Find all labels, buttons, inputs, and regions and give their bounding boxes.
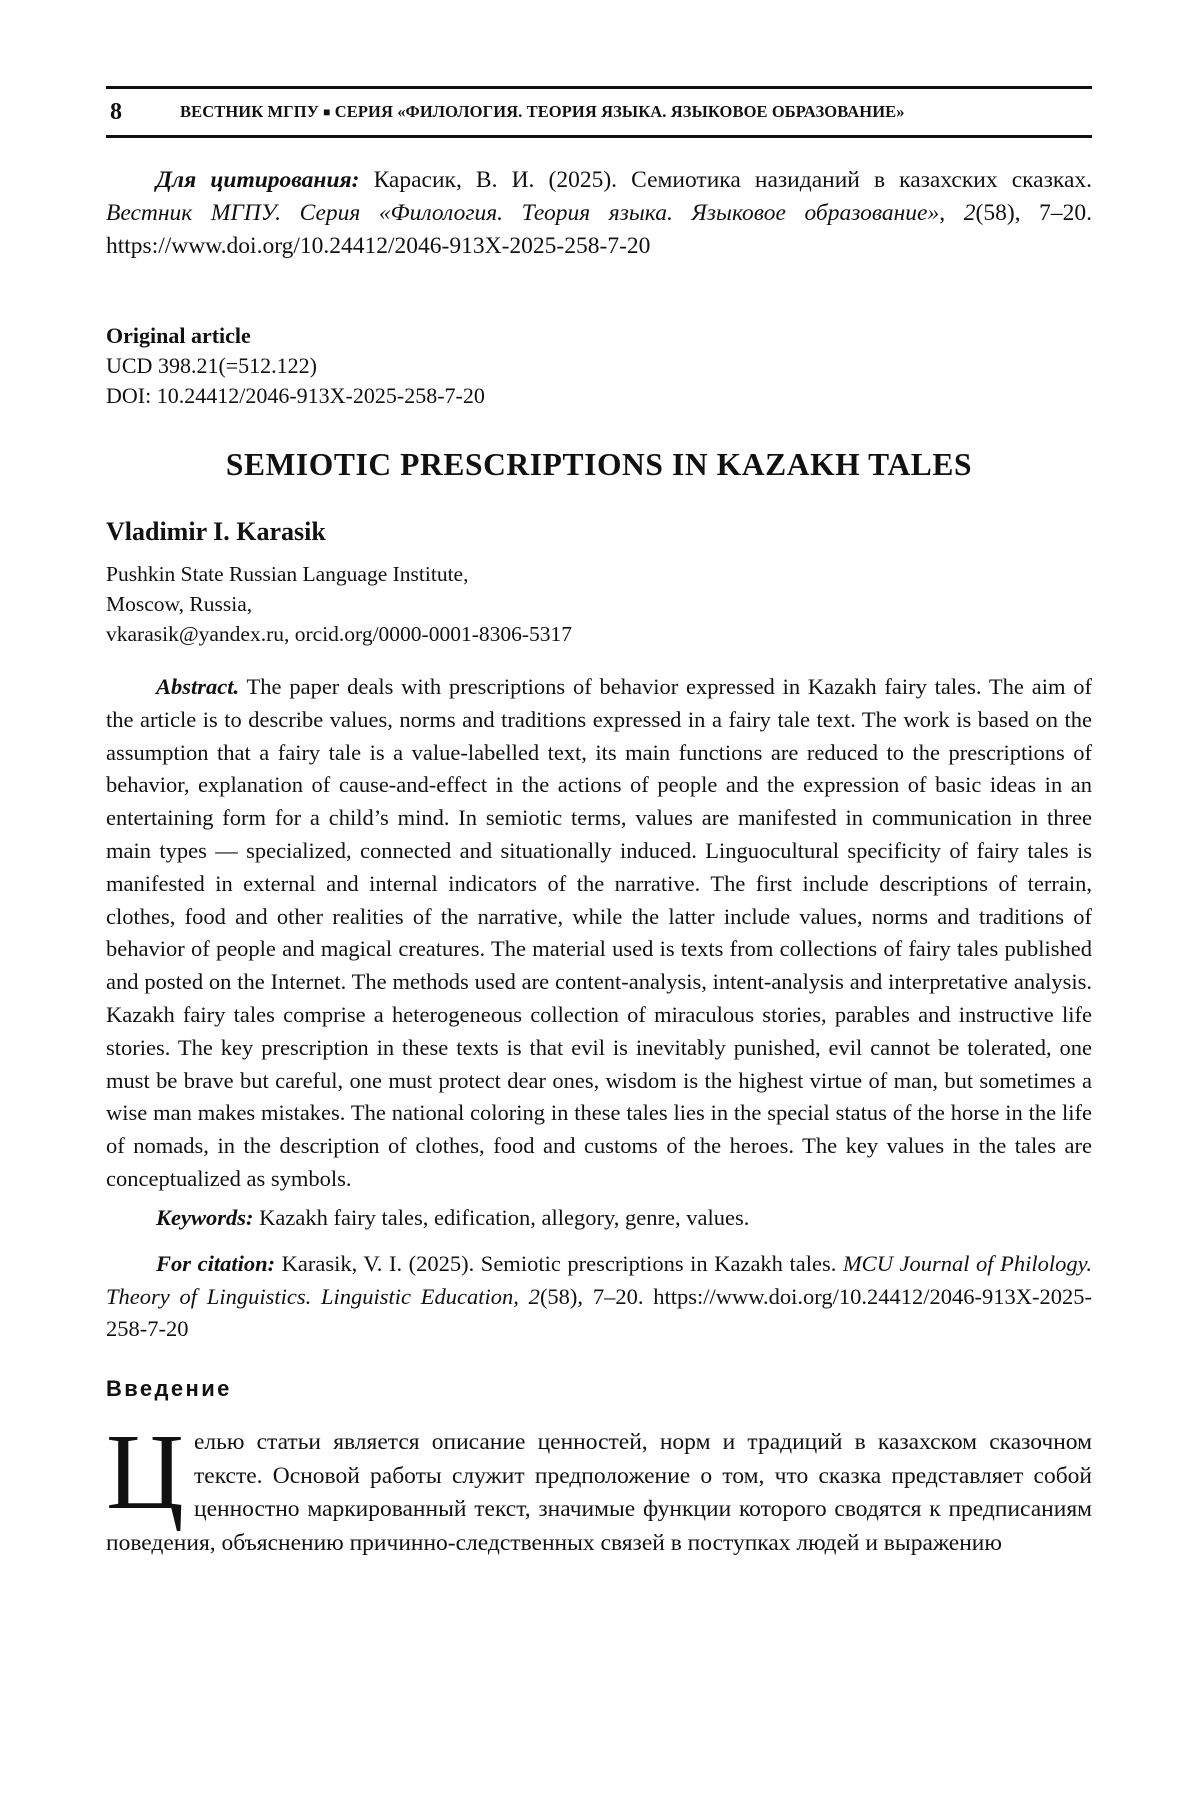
author-contacts: vkarasik@yandex.ru, orcid.org/0000-0001-8306-5317 <box>106 619 1092 649</box>
abstract-label: Abstract. <box>156 674 239 699</box>
section-heading: Введение <box>106 1376 1092 1402</box>
article-type: Original article <box>106 321 1092 351</box>
citation-ru-volume: 2 <box>964 200 976 226</box>
citation-ru-journal: Вестник МГПУ. Серия «Филология. Теория языка. Языковое образование» <box>106 200 939 226</box>
drop-cap: Ц <box>106 1426 194 1526</box>
citation-en-journal: MCU Journal of Philology. Theory of Linguistics. Linguistic Education, 2 <box>106 1251 1092 1309</box>
citation-en-authors: Karasik, V. I. (2025). Semiotic prescriptions in Kazakh tales. <box>282 1251 837 1276</box>
author-name: Vladimir I. Karasik <box>106 517 1092 547</box>
journal-prefix: ВЕСТНИК МГПУ <box>180 102 319 121</box>
separator-square-icon: ■ <box>323 105 330 119</box>
citation-ru-label: Для цитирования: <box>156 167 359 193</box>
article-meta <box>106 321 1092 411</box>
page-content <box>106 86 1092 1560</box>
citation-en-label: For citation: <box>156 1251 275 1276</box>
journal-running-title <box>180 102 905 122</box>
author-location: Moscow, Russia, <box>106 589 1092 619</box>
journal-page <box>0 0 1200 1800</box>
abstract-text: The paper deals with prescriptions of behavior expressed in Kazakh fairy tales. The aim of the article is to describe values, norms and traditions expressed in a fairy tale text. The work is based on the assumption that a fairy tale is a value-labelled text, its main functions are reduced to the prescriptions of behavior, explanation of cause-and-effect in the actions of people and the expression of basic ideas in an entertaining form for a child’s mind. In semiotic terms, values are manifested in communication in three main types — specialized, connected and situationally induced. Linguocultural specificity of fairy tales is manifested in external and internal indicators of the narrative. The first include descriptions of terrain, clothes, food and other realities of the narrative, while the latter include values, norms and traditions of behavior of people and magical creatures. The material used is texts from collections of fairy tales published and posted on the Internet. The methods used are content-analysis, intent-analysis and interpretative analysis. Kazakh fairy tales comprise a heterogeneous collection of miraculous stories, parables and instructive life stories. The key prescription in these texts is that evil is inevitably punished, evil cannot be tolerated, one must be brave but careful, one must protect dear ones, wisdom is the highest virtue of man, but sometimes a wise man makes mistakes. The national coloring in these tales lies in the special status of the horse in the life of nomads, in the description of clothes, food and customs of the heroes. The key values in the tales are conceptualized as symbols. <box>106 674 1092 1191</box>
doi: DOI: 10.24412/2046-913X-2025-258-7-20 <box>106 381 1092 411</box>
intro-paragraph <box>106 1426 1092 1560</box>
keywords <box>106 1202 1092 1234</box>
author-affiliation <box>106 559 1092 649</box>
author-institution: Pushkin State Russian Language Institute, <box>106 559 1092 589</box>
citation-en <box>106 1248 1092 1346</box>
keywords-text: Kazakh fairy tales, edification, allegory, genre, values. <box>259 1205 749 1230</box>
intro-text: елью статьи является описание ценностей, норм и традиций в казахском сказочном тексте. Основой работы служит предположение о том, что сказка представляет собой ценностно маркированный текст, значимые функции которого сводятся к предписаниям поведения, объяснению причинно-следственных связей в поступках людей и выражению <box>106 1429 1092 1556</box>
journal-series: СЕРИЯ «ФИЛОЛОГИЯ. ТЕОРИЯ ЯЗЫКА. ЯЗЫКОВОЕ ОБРАЗОВАНИЕ» <box>335 102 905 121</box>
header-bottom-rule <box>106 135 1092 138</box>
citation-ru-details: (58), 7–20. https://www.doi.org/10.24412/2046-913X-2025-258-7-20 <box>106 200 1092 259</box>
running-header <box>106 89 1092 135</box>
keywords-label: Keywords: <box>156 1205 254 1230</box>
page-number: 8 <box>110 99 180 126</box>
abstract <box>106 671 1092 1196</box>
ucd-code: UCD 398.21(=512.122) <box>106 351 1092 381</box>
citation-ru: Для цитирования: Карасик, В. И. (2025). Семиотика назиданий в казахских сказках. Вестник МГПУ. Серия «Филология. Теория языка. Языковое образование», 2(58), 7–20. https://www.doi.org/10.24412/2046-913X-2025-258-7-20 <box>106 164 1092 263</box>
citation-ru-authors: Карасик, В. И. (2025). Семиотика назиданий в казахских сказках. <box>374 167 1092 193</box>
article-title: SEMIOTIC PRESCRIPTIONS IN KAZAKH TALES <box>106 447 1092 483</box>
citation-en-details: (58), 7–20. https://www.doi.org/10.24412/2046-913X-2025-258-7-20 <box>106 1284 1092 1342</box>
